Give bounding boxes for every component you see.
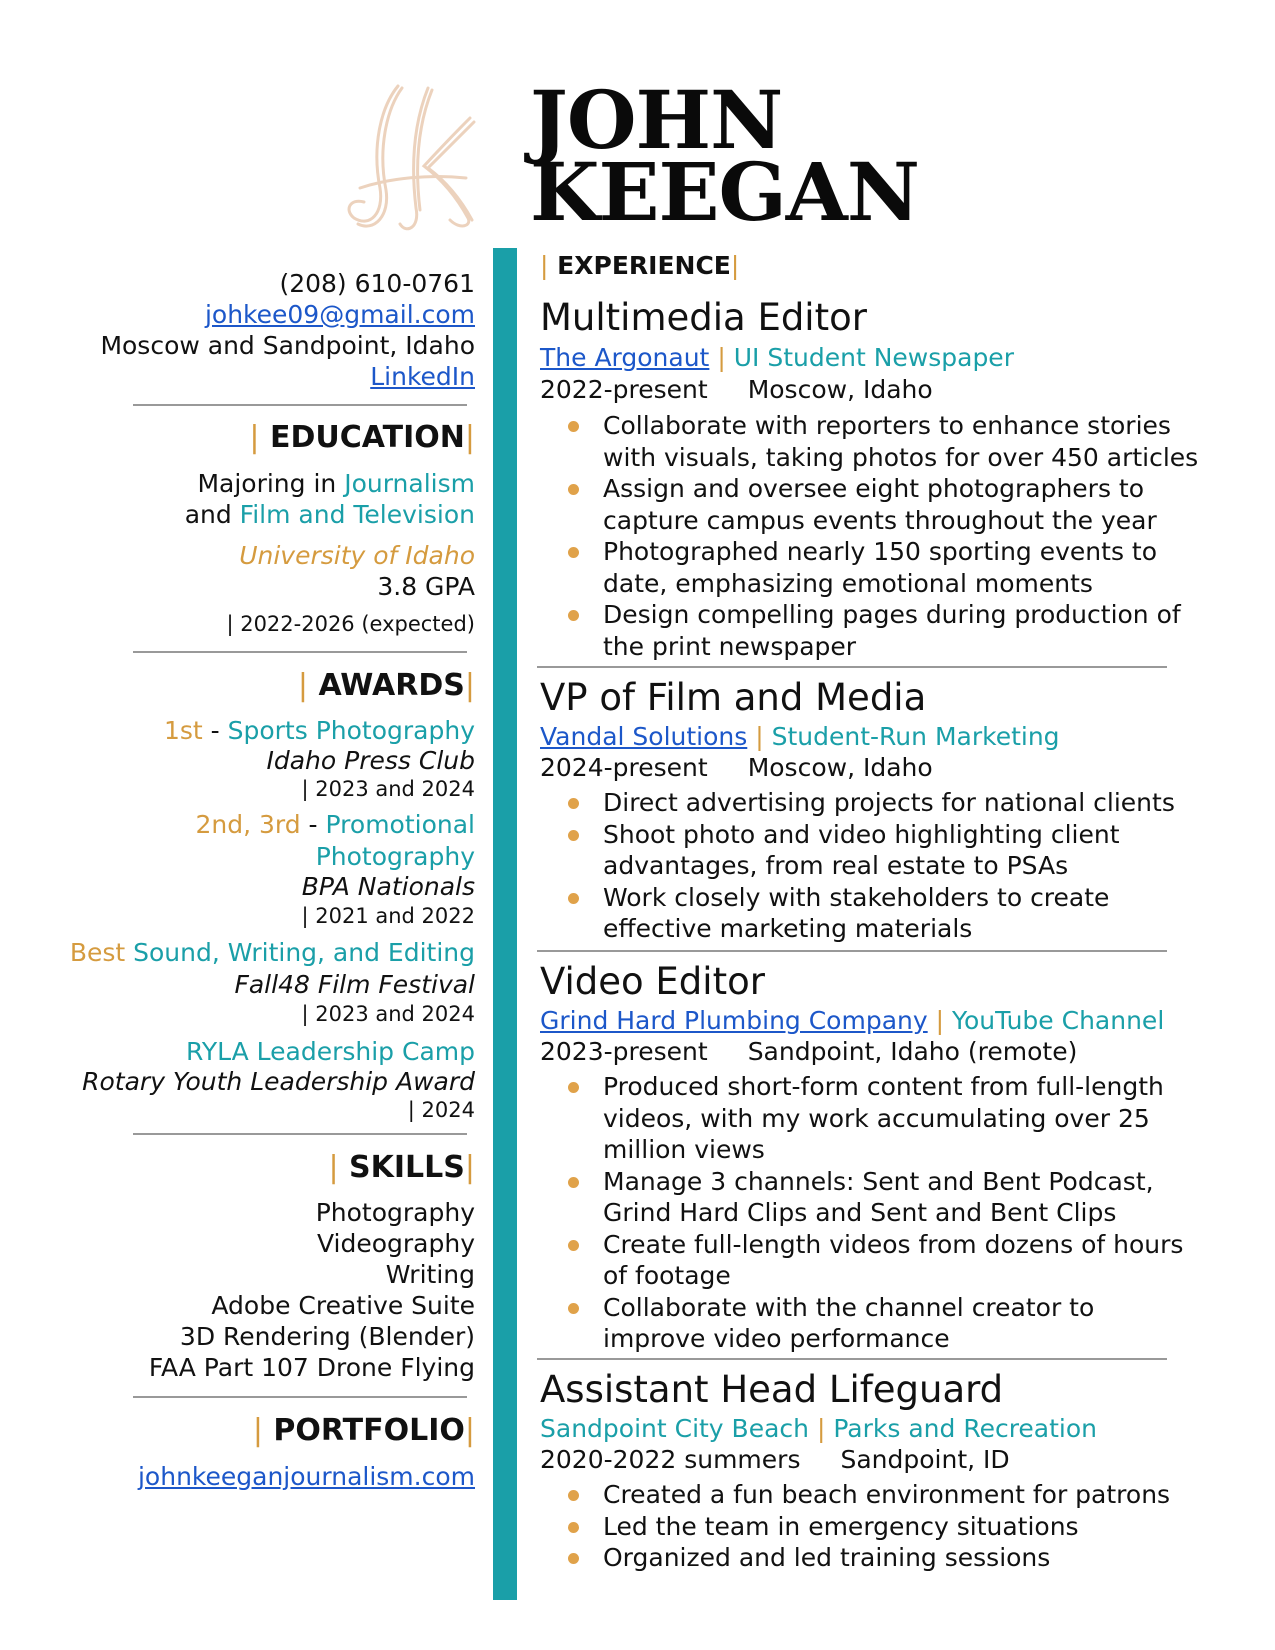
skills-heading: | SKILLS| [328,1150,475,1185]
list-item: Photographed nearly 150 sporting events to date, emphasizing emotional moments [568,536,1198,599]
award-3-years: | 2023 and 2024 [301,1002,475,1026]
list-item: Direct advertising projects for national clients [568,787,1175,819]
experience-heading: | EXPERIENCE| [540,251,740,280]
right-divider-1 [537,666,1167,668]
award-1-org: Idaho Press Club [266,746,475,775]
job-1-bullets [568,410,1198,662]
award-4-title: RYLA Leadership Camp [186,1037,475,1066]
education-gpa: 3.8 GPA [377,572,475,601]
award-2-org: BPA Nationals [301,872,475,901]
vertical-accent-bar [493,248,517,1600]
left-divider-1 [133,404,467,406]
job-2-dates: 2024-present Moscow, Idaho [540,753,933,782]
awards-heading: | AWARDS| [297,668,475,703]
job-1-dates: 2022-present Moscow, Idaho [540,375,933,404]
contact-location: Moscow and Sandpoint, Idaho [100,331,475,360]
list-item: Create full-length videos from dozens of hours of footage [568,1229,1183,1292]
linkedin-link[interactable]: LinkedIn [370,362,475,391]
award-1-years: | 2023 and 2024 [301,777,475,801]
job-1-org-line: The Argonaut | UI Student Newspaper [540,343,1014,372]
contact-email-link[interactable]: johkee09@gmail.com [204,300,475,329]
award-4-years: | 2024 [407,1098,475,1122]
education-school: University of Idaho [239,541,475,570]
list-item: Led the team in emergency situations [568,1511,1170,1543]
list-item: Produced short-form content from full-length videos, with my work accumulating over 25 million views [568,1071,1183,1166]
job-4-title: Assistant Head Lifeguard [540,1368,1004,1411]
name-first: JOHN [530,73,783,167]
job-2-org-line: Vandal Solutions | Student-Run Marketing [540,722,1060,751]
education-heading: | EDUCATION| [249,420,475,455]
award-1-title: 1st - Sports Photography [163,716,475,745]
job-2-title: VP of Film and Media [540,676,927,719]
right-divider-2 [537,950,1167,952]
left-divider-3 [133,1133,467,1135]
list-item: Collaborate with the channel creator to improve video performance [568,1292,1183,1355]
award-4-org: Rotary Youth Leadership Award [82,1067,475,1096]
education-years: | 2022-2026 (expected) [226,612,475,636]
job-3-dates: 2023-present Sandpoint, Idaho (remote) [540,1037,1078,1066]
education-major-1: Majoring in Journalism [197,469,475,498]
name-last: KEEGAN [530,145,919,239]
list-item: Shoot photo and video highlighting client advantages, from real estate to PSAs [568,819,1175,882]
list-item: Work closely with stakeholders to create effective marketing materials [568,882,1175,945]
contact-phone: (208) 610-0761 [279,269,475,298]
list-item: Manage 3 channels: Sent and Bent Podcast, Grind Hard Clips and Sent and Bent Clips [568,1166,1183,1229]
job-4-org-line: Sandpoint City Beach | Parks and Recreation [540,1414,1098,1443]
skill-item: FAA Part 107 Drone Flying [148,1353,475,1382]
job-3-org-line: Grind Hard Plumbing Company | YouTube Channel [540,1006,1165,1035]
award-3-org: Fall48 Film Festival [234,970,475,999]
job-4-bullets [568,1479,1170,1574]
job-2-bullets [568,787,1175,945]
award-3-title: Best Sound, Writing, and Editing [69,938,475,967]
award-2-years: | 2021 and 2022 [301,904,475,928]
job-4-dates: 2020-2022 summers Sandpoint, ID [540,1445,1010,1474]
job-3-title: Video Editor [540,960,765,1003]
skill-item: Videography [316,1229,475,1258]
job-2-org-link[interactable]: Vandal Solutions [540,722,748,751]
skill-item: 3D Rendering (Blender) [179,1322,475,1351]
job-1-title: Multimedia Editor [540,296,867,339]
right-divider-3 [537,1358,1167,1360]
list-item: Assign and oversee eight photographers to capture campus events throughout the year [568,473,1198,536]
portfolio-heading: | PORTFOLIO| [252,1413,475,1448]
skill-item: Adobe Creative Suite [211,1291,475,1320]
award-2-title: 2nd, 3rd - Promotional [195,810,475,839]
list-item: Created a fun beach environment for patrons [568,1479,1170,1511]
job-3-bullets [568,1071,1183,1355]
left-divider-2 [133,651,467,653]
skill-item: Photography [315,1198,475,1227]
job-1-org-link[interactable]: The Argonaut [540,343,710,372]
portfolio-link[interactable]: johnkeeganjournalism.com [137,1462,475,1491]
list-item: Design compelling pages during production of the print newspaper [568,599,1198,662]
left-divider-4 [133,1396,467,1398]
skill-item: Writing [385,1260,475,1289]
award-2-title-cont: Photography [315,842,475,871]
list-item: Organized and led training sessions [568,1542,1170,1574]
jk-monogram-icon [340,78,480,238]
job-3-org-link[interactable]: Grind Hard Plumbing Company [540,1006,928,1035]
education-major-2: and Film and Television [184,500,475,529]
list-item: Collaborate with reporters to enhance stories with visuals, taking photos for over 450 articles [568,410,1198,473]
